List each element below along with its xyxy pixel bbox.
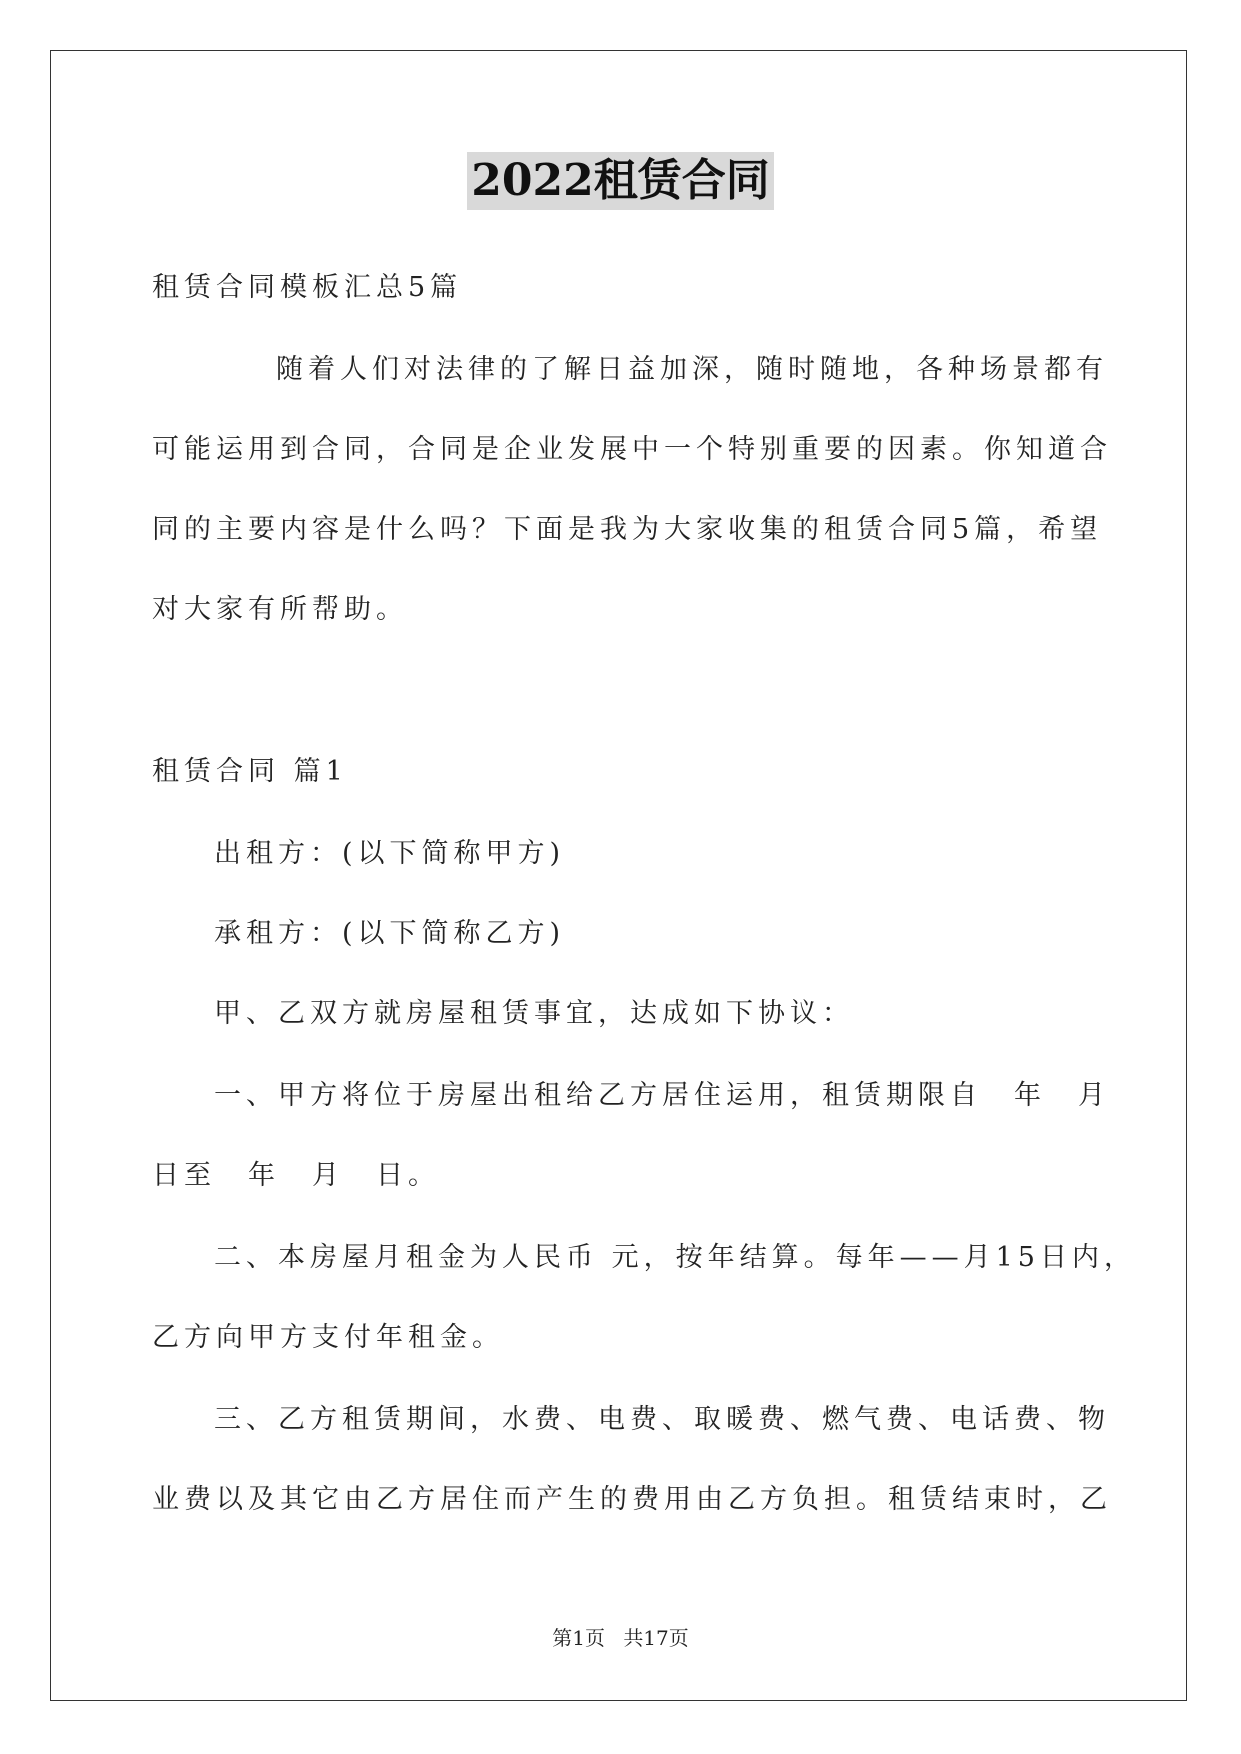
- lessor-line: 出租方：(以下简称甲方): [214, 838, 566, 869]
- clause3-line-2: 业费以及其它由乙方居住而产生的费用由乙方负担。租赁结束时，乙: [152, 1484, 1112, 1515]
- clause2-line-1: 二、本房屋月租金为人民币 元，按年结算。每年——月15日内，: [214, 1242, 1136, 1273]
- intro-line-1: 随着人们对法律的了解日益加深，随时随地，各种场景都有: [276, 354, 1108, 385]
- page-footer: [0, 1625, 1241, 1651]
- intro-line-3: 同的主要内容是什么吗？下面是我为大家收集的租赁合同5篇，希望: [152, 514, 1103, 545]
- clause1-line-2: 日至 年 月 日。: [152, 1160, 440, 1191]
- intro-line-2: 可能运用到合同，合同是企业发展中一个特别重要的因素。你知道合: [152, 434, 1112, 465]
- title-container: [0, 152, 1241, 210]
- lessee-line: 承租方：(以下简称乙方): [214, 918, 566, 949]
- clause3-line-1: 三、乙方租赁期间，水费、电费、取暖费、燃气费、电话费、物: [214, 1404, 1110, 1435]
- total-pages: 共17页: [623, 1626, 689, 1650]
- document-title: 2022租赁合同: [467, 152, 773, 210]
- intro-line-4: 对大家有所帮助。: [152, 594, 408, 625]
- document-subtitle: 租赁合同模板汇总5篇: [152, 272, 463, 303]
- section-heading: 租赁合同 篇1: [152, 756, 348, 787]
- clause2-line-2: 乙方向甲方支付年租金。: [152, 1322, 504, 1353]
- clause1-line-1: 一、甲方将位于房屋出租给乙方居住运用，租赁期限自 年 月: [214, 1080, 1110, 1111]
- page-number: 第1页: [552, 1626, 605, 1650]
- agreement-line: 甲、乙双方就房屋租赁事宜，达成如下协议：: [214, 998, 854, 1029]
